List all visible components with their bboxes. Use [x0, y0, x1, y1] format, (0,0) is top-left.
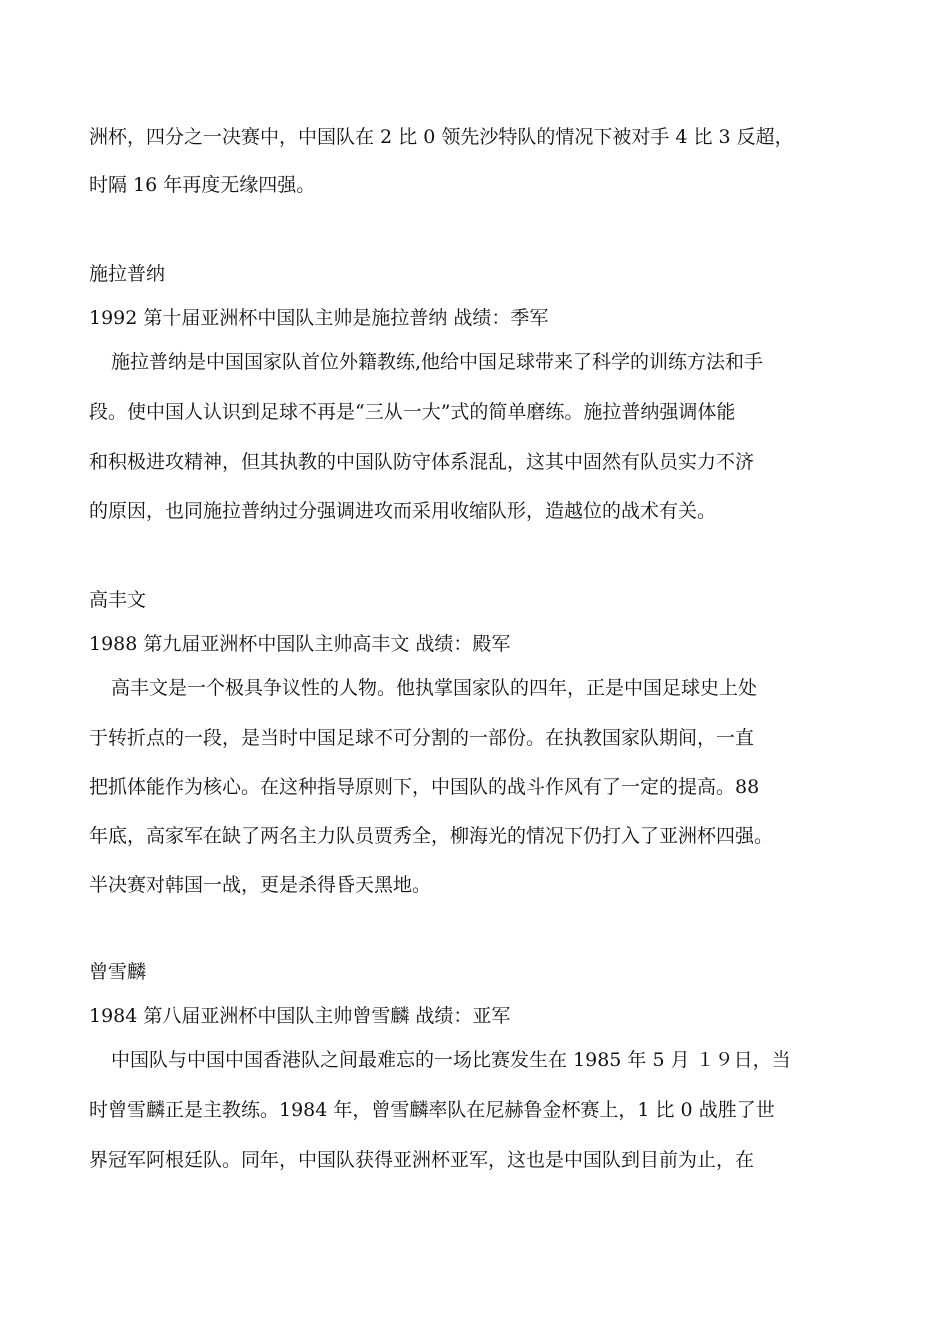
- section-subtitle-zengxuelin: 1984 第八届亚洲杯中国队主帅曾雪麟 战绩：亚军: [89, 1005, 511, 1027]
- section-paragraph-line: 施拉普纳是中国国家队首位外籍教练,他给中国足球带来了科学的训练方法和手: [111, 351, 764, 373]
- section-paragraph-line: 把抓体能作为核心。在这种指导原则下，中国队的战斗作风有了一定的提高。88: [89, 776, 760, 798]
- section-paragraph-line: 和积极进攻精神，但其执教的中国队防守体系混乱，这其中固然有队员实力不济: [89, 451, 755, 473]
- section-subtitle-shilapuna: 1992 第十届亚洲杯中国队主帅是施拉普纳 战绩：季军: [89, 307, 549, 329]
- section-paragraph-line: 于转折点的一段，是当时中国足球不可分割的一部份。在执教国家队期间，一直: [89, 727, 755, 749]
- section-heading-zengxuelin: 曾雪麟: [89, 961, 147, 983]
- section-paragraph-line: 的原因，也同施拉普纳过分强调进攻而采用收缩队形，造越位的战术有关。: [89, 500, 717, 522]
- section-subtitle-gaofengwen: 1988 第九届亚洲杯中国队主帅高丰文 战绩：殿军: [89, 633, 511, 655]
- section-paragraph-line: 年底，高家军在缺了两名主力队员贾秀全，柳海光的情况下仍打入了亚洲杯四强。: [89, 825, 774, 847]
- section-paragraph-line: 时曾雪麟正是主教练。1984 年，曾雪麟率队在尼赫鲁金杯赛上，1 比 0 战胜了世: [89, 1099, 775, 1121]
- section-paragraph-line: 中国队与中国中国香港队之间最难忘的一场比赛发生在 1985 年 5 月 １９日，当: [111, 1049, 791, 1071]
- section-paragraph-line: 界冠军阿根廷队。同年，中国队获得亚洲杯亚军，这也是中国队到目前为止，在: [89, 1149, 755, 1171]
- section-paragraph-line: 段。使中国人认识到足球不再是“三从一大”式的简单磨练。施拉普纳强调体能: [89, 401, 736, 423]
- section-heading-shilapuna: 施拉普纳: [89, 263, 166, 285]
- section-paragraph-line: 半决赛对韩国一战，更是杀得昏天黑地。: [89, 874, 432, 896]
- intro-line-1: 洲杯，四分之一决赛中，中国队在 2 比 0 领先沙特队的情况下被对手 4 比 3 反超，: [89, 126, 794, 148]
- section-heading-gaofengwen: 高丰文: [89, 589, 147, 611]
- intro-line-2: 时隔 16 年再度无缘四强。: [89, 174, 316, 196]
- section-paragraph-line: 高丰文是一个极具争议性的人物。他执掌国家队的四年，正是中国足球史上处: [111, 677, 758, 699]
